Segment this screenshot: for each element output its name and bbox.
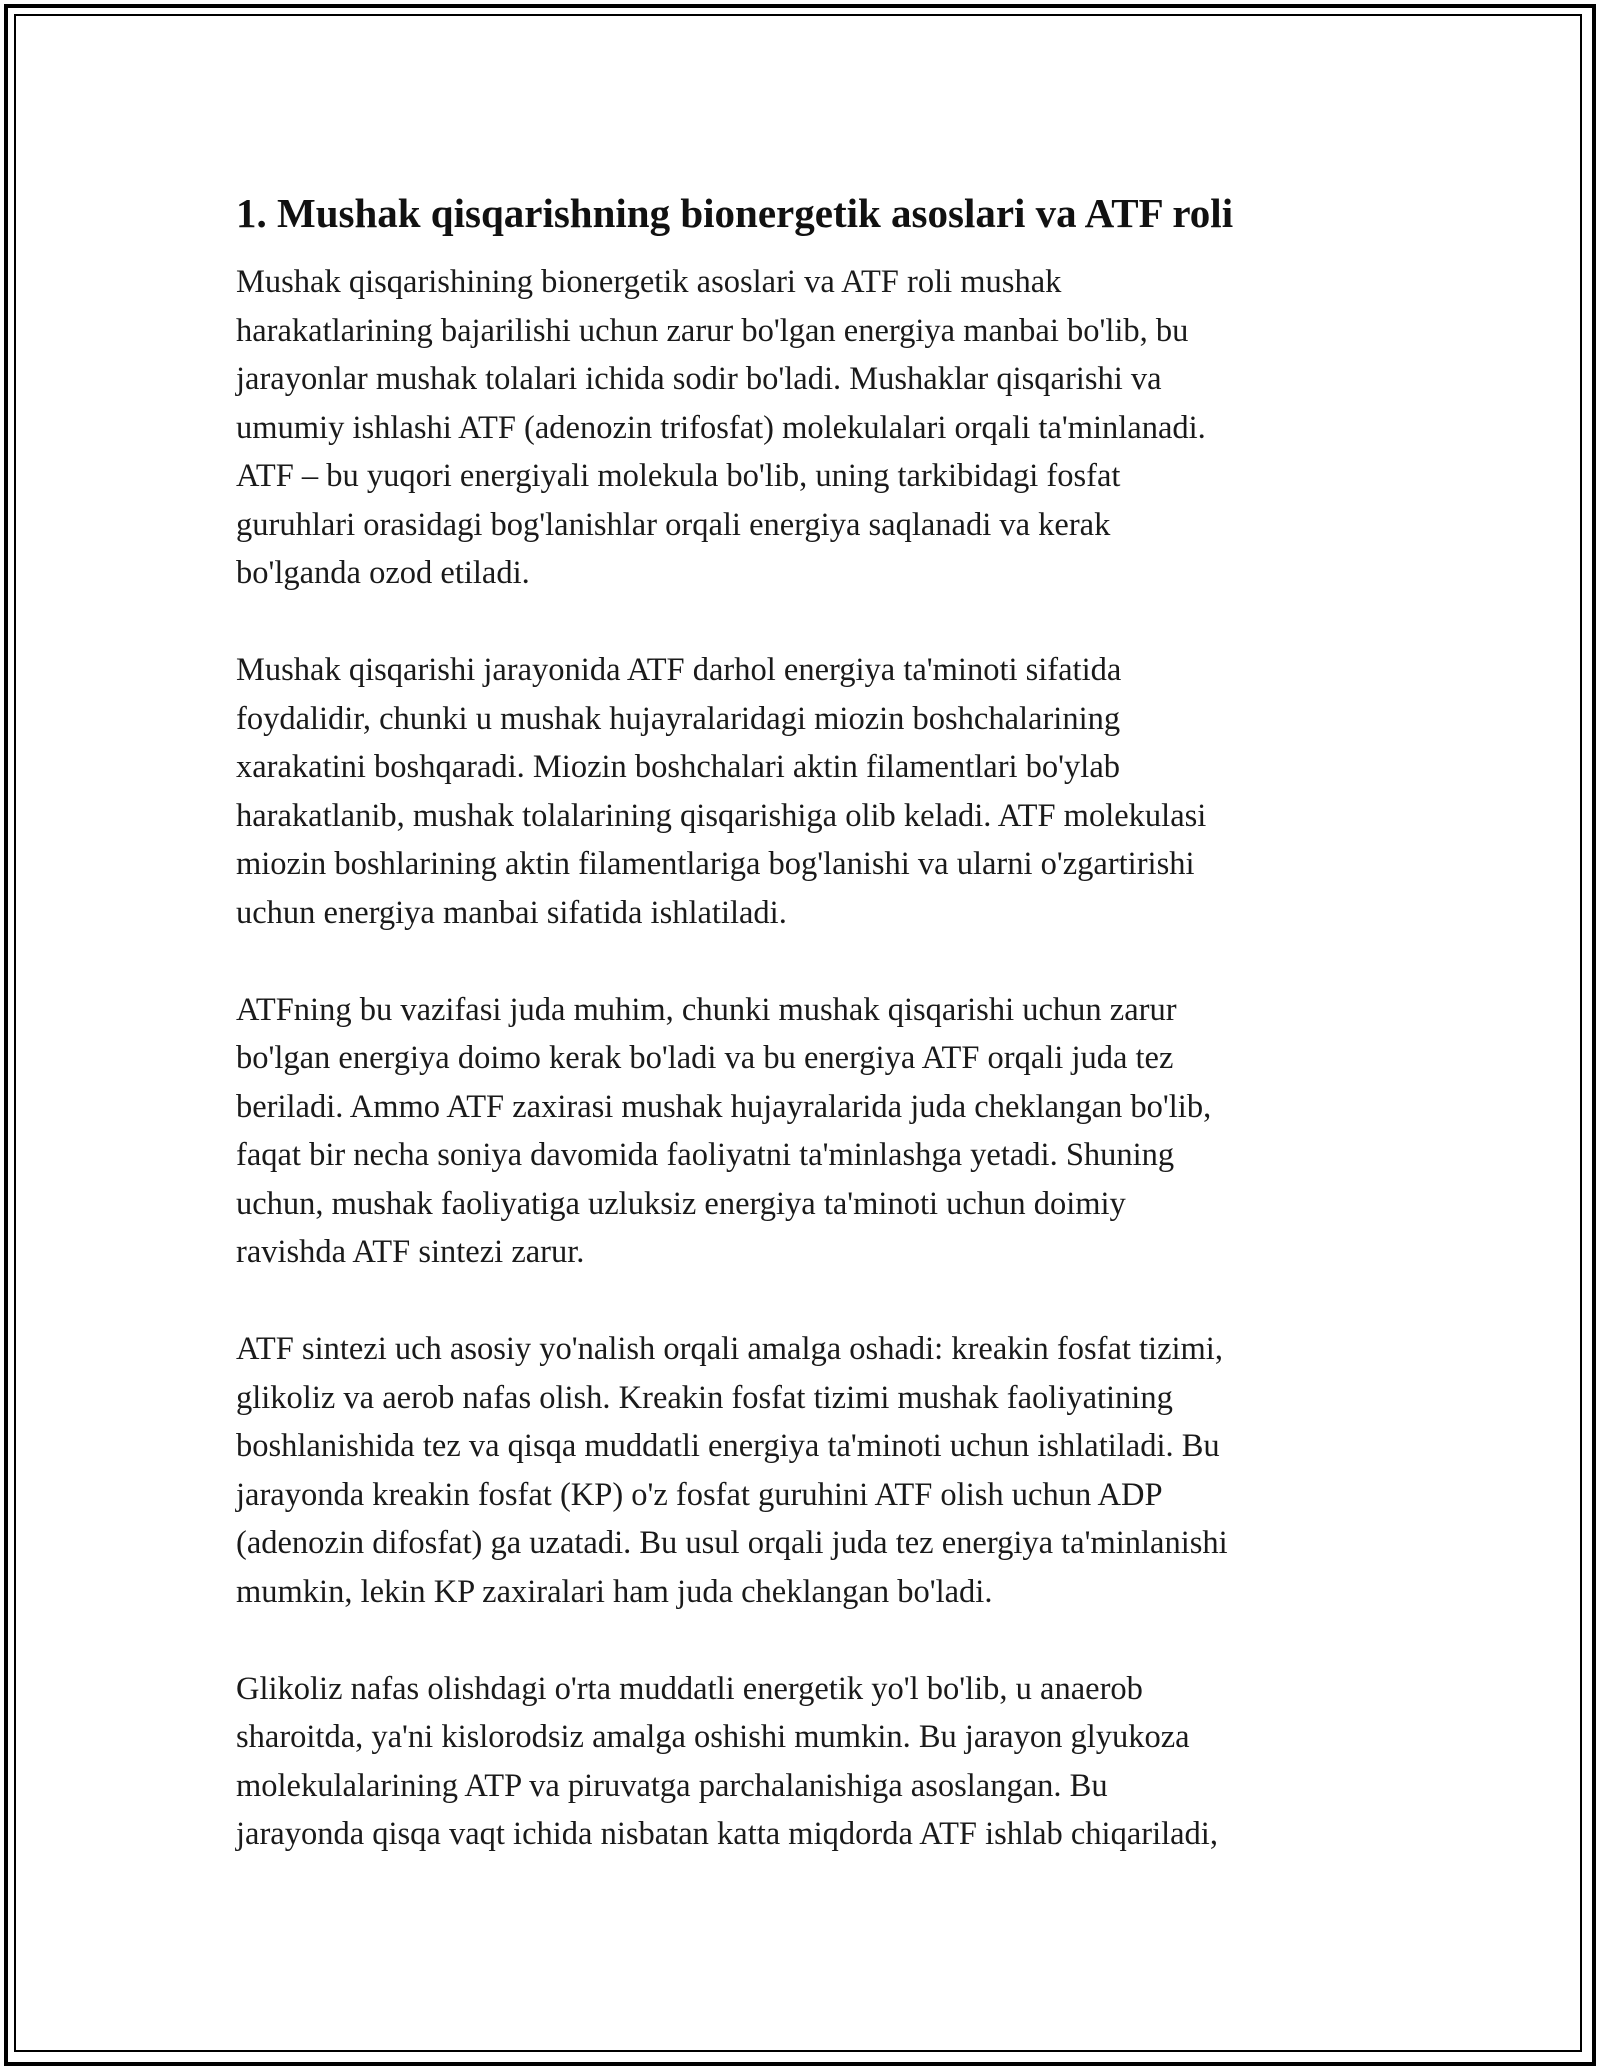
text-line: uchun energiya manbai sifatida ishlatiladi. <box>236 894 787 931</box>
section-heading: 1. Mushak qisqarishning bionergetik asoslari va ATF roli <box>236 190 1234 236</box>
text-line: ATFning bu vazifasi juda muhim, chunki mushak qisqarishi uchun zarur <box>236 991 1177 1028</box>
text-line: ravishda ATF sintezi zarur. <box>236 1234 585 1270</box>
text-line: harakatlarining bajarilishi uchun zarur bo'lgan energiya manbai bo'lib, bu <box>236 312 1189 349</box>
text-line: harakatlanib, mushak tolalarining qisqarishiga olib keladi. ATF molekulasi <box>236 797 1207 834</box>
text-line: (adenozin difosfat) ga uzatadi. Bu usul orqali juda tez energiya ta'minlanishi <box>236 1525 1228 1561</box>
text-line: mumkin, lekin KP zaxiralari ham juda cheklangan bo'ladi. <box>236 1573 993 1610</box>
text-line: jarayonda qisqa vaqt ichida nisbatan katta miqdorda ATF ishlab chiqariladi, <box>236 1816 1218 1852</box>
text-line: glikoliz va aerob nafas olish. Kreakin fosfat tizimi mushak faoliyatining <box>236 1379 1173 1416</box>
text-line: molekulalarining ATP va piruvatga parchalanishiga asoslangan. Bu <box>236 1767 1108 1804</box>
text-line: Mushak qisqarishining bionergetik asoslari va ATF roli mushak <box>236 264 1062 300</box>
text-line: guruhlari orasidagi bog'lanishlar orqali energiya saqlanadi va kerak <box>236 506 1111 543</box>
text-line: ATF sintezi uch asosiy yo'nalish orqali amalga oshadi: kreakin fosfat tizimi, <box>236 1331 1223 1367</box>
text-line: sharoitda, ya'ni kislorodsiz amalga oshishi mumkin. Bu jarayon glyukoza <box>236 1719 1190 1755</box>
text-line: boshlanishida tez va qisqa muddatli energiya ta'minoti uchun ishlatiladi. Bu <box>236 1428 1220 1464</box>
text-line: ATF – bu yuqori energiyali molekula bo'lib, uning tarkibidagi fosfat <box>236 458 1121 494</box>
paragraph <box>236 646 1366 937</box>
paragraph <box>236 1665 1366 1859</box>
text-line: uchun, mushak faoliyatiga uzluksiz energiya ta'minoti uchun doimiy <box>236 1185 1126 1222</box>
text-line: bo'lgan energiya doimo kerak bo'ladi va bu energiya ATF orqali juda tez <box>236 1040 1174 1076</box>
text-line: beriladi. Ammo ATF zaxirasi mushak hujayralarida juda cheklangan bo'lib, <box>236 1088 1212 1125</box>
paragraph <box>236 258 1366 598</box>
document-body <box>236 186 1366 1907</box>
paragraph <box>236 1325 1366 1616</box>
text-line: miozin boshlarining aktin filamentlariga bog'lanishi va ularni o'zgartirishi <box>236 846 1195 882</box>
text-line: jarayonda kreakin fosfat (KP) o'z fosfat guruhini ATF olish uchun ADP <box>236 1476 1163 1513</box>
text-line: Glikoliz nafas olishdagi o'rta muddatli energetik yo'l bo'lib, u anaerob <box>236 1670 1143 1707</box>
paragraph <box>236 986 1366 1277</box>
text-line: faqat bir necha soniya davomida faoliyatni ta'minlashga yetadi. Shuning <box>236 1137 1175 1173</box>
text-line: bo'lganda ozod etiladi. <box>236 555 530 591</box>
text-line: jarayonlar mushak tolalari ichida sodir bo'ladi. Mushaklar qisqarishi va <box>236 361 1162 397</box>
text-line: Mushak qisqarishi jarayonida ATF darhol energiya ta'minoti sifatida <box>236 652 1122 688</box>
text-line: foydalidir, chunki u mushak hujayralaridagi miozin boshchalarining <box>236 700 1121 737</box>
text-line: xarakatini boshqaradi. Miozin boshchalari aktin filamentlari bo'ylab <box>236 749 1120 785</box>
text-line: umumiy ishlashi ATF (adenozin trifosfat) molekulalari orqali ta'minlanadi. <box>236 409 1206 446</box>
